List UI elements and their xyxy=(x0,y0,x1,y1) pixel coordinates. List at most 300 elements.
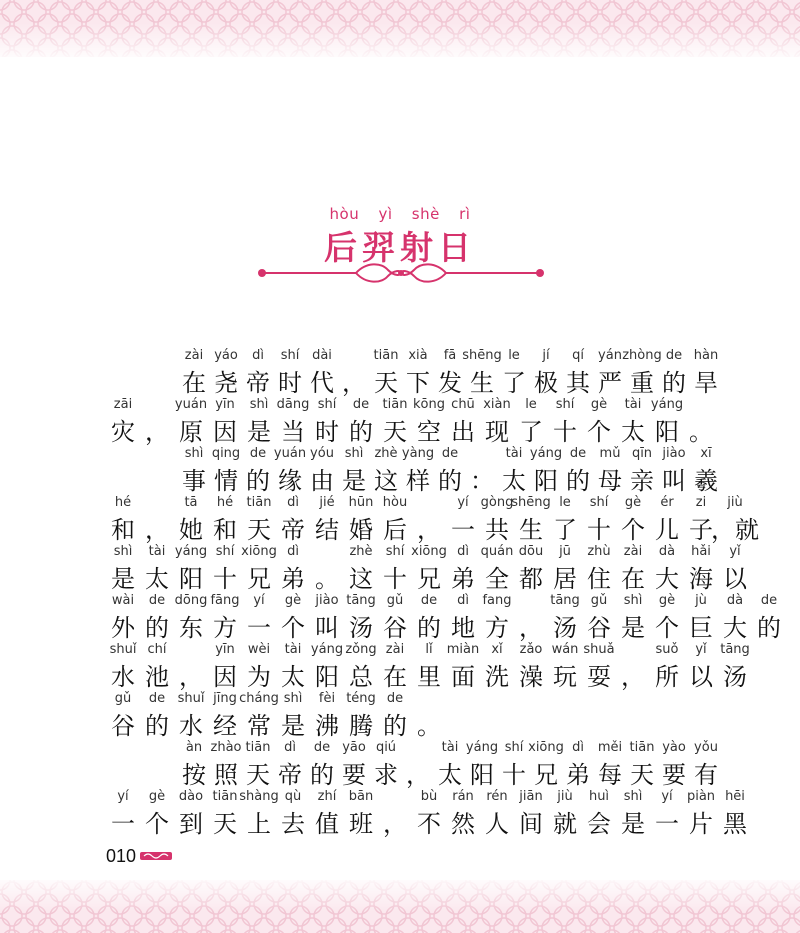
pinyin-syllable: zhòng xyxy=(622,348,662,363)
hanzi-char: 是 xyxy=(281,712,305,740)
pinyin-syllable: cháng xyxy=(239,691,279,706)
pinyin-syllable: tài xyxy=(148,544,166,559)
hanzi-char: 会 xyxy=(587,810,611,838)
pinyin-syllable: tāng xyxy=(550,593,580,608)
pinyin-syllable: jiān xyxy=(519,789,543,804)
pinyin-syllable: shuǎ xyxy=(583,642,615,657)
hanzi-char: 是 xyxy=(621,614,645,642)
pinyin-syllable: de xyxy=(249,446,267,461)
hanzi-char: 是 xyxy=(342,467,366,495)
hanzi-char: 时 xyxy=(278,369,302,397)
hanzi-char: 黑 xyxy=(723,810,747,838)
hanzi-char: 的 xyxy=(566,467,590,495)
hanzi-char: 去 xyxy=(281,810,305,838)
hanzi-char: 婚 xyxy=(349,516,373,544)
hanzi-char: 母 xyxy=(598,467,622,495)
pinyin-syllable: shàng xyxy=(239,789,279,804)
pinyin-syllable: yǐ xyxy=(695,642,707,657)
hanzi-char: 重 xyxy=(630,369,654,397)
hanzi-char: 情 xyxy=(214,467,238,495)
pinyin-syllable: yí xyxy=(457,495,469,510)
hanzi-char: 个 xyxy=(281,614,305,642)
text-line xyxy=(0,446,800,495)
pinyin-syllable: shí xyxy=(317,397,337,412)
pinyin-syllable: tiān xyxy=(246,495,272,510)
pinyin-syllable: gè xyxy=(284,593,302,608)
hanzi-char: 一 xyxy=(247,614,271,642)
hanzi-char: 叫 xyxy=(662,467,686,495)
hanzi-char: 天 xyxy=(630,761,654,789)
hanzi-char: 太 xyxy=(145,565,169,593)
pinyin-syllable: tāng xyxy=(720,642,750,657)
pinyin-syllable: hūn xyxy=(348,495,374,510)
pinyin-syllable: qīn xyxy=(631,446,653,461)
hanzi-char: 。 xyxy=(315,565,339,593)
hanzi-char: 帝 xyxy=(281,516,305,544)
pinyin-syllable: xiōng xyxy=(241,544,277,559)
hanzi-char: 巨 xyxy=(689,614,713,642)
pinyin-syllable: rén xyxy=(486,789,508,804)
pinyin-syllable: yán xyxy=(598,348,622,363)
hanzi-char: 在 xyxy=(182,369,206,397)
pinyin-syllable: le xyxy=(508,348,520,363)
hanzi-char: 阳 xyxy=(655,418,679,446)
hanzi-char: 方 xyxy=(485,614,509,642)
pinyin-syllable: suǒ xyxy=(655,642,679,657)
text-line xyxy=(0,740,800,789)
pinyin-syllable: jù xyxy=(695,593,707,608)
hanzi-char: 了 xyxy=(519,418,543,446)
hanzi-char: 十 xyxy=(553,418,577,446)
text-line xyxy=(0,642,800,691)
hanzi-char: 谷 xyxy=(587,614,611,642)
hanzi-char: 方 xyxy=(213,614,237,642)
hanzi-char: 沸 xyxy=(315,712,339,740)
hanzi-char: 共 xyxy=(485,516,509,544)
pinyin-syllable: jū xyxy=(559,544,571,559)
pinyin-syllable: mǔ xyxy=(599,446,621,461)
hanzi-char: 十 xyxy=(587,516,611,544)
pinyin-syllable: de xyxy=(148,691,166,706)
pinyin-syllable: hēi xyxy=(725,789,745,804)
hanzi-char: 的 xyxy=(349,418,373,446)
hanzi-char: 里 xyxy=(417,663,441,691)
pinyin-syllable: jīng xyxy=(213,691,237,706)
pinyin-syllable: shí xyxy=(555,397,575,412)
pinyin-syllable: yuán xyxy=(273,446,307,461)
pinyin-syllable: yào xyxy=(662,740,686,755)
hanzi-char: ， xyxy=(145,418,169,446)
hanzi-char: 一 xyxy=(111,810,135,838)
pinyin-syllable: dōng xyxy=(174,593,208,608)
pinyin-syllable: jiù xyxy=(727,495,743,510)
hanzi-char: ， xyxy=(406,761,430,789)
pinyin-syllable: yáng xyxy=(310,642,344,657)
pinyin-syllable: wèi xyxy=(247,642,271,657)
pinyin-syllable: dāng xyxy=(276,397,310,412)
hanzi-char: 生 xyxy=(519,516,543,544)
pinyin-syllable: qiú xyxy=(375,740,397,755)
pinyin-syllable: yáng xyxy=(650,397,684,412)
hanzi-char: 在 xyxy=(383,663,407,691)
pinyin-syllable: dài xyxy=(312,348,332,363)
pinyin-syllable: de xyxy=(313,740,331,755)
hanzi-char: ， xyxy=(417,516,441,544)
pinyin-syllable: fang xyxy=(482,593,512,608)
hanzi-char: 太 xyxy=(502,467,526,495)
pinyin-syllable: fā xyxy=(443,348,457,363)
pinyin-syllable: de xyxy=(352,397,370,412)
hanzi-char: 个 xyxy=(621,516,645,544)
pinyin-syllable: tài xyxy=(284,642,302,657)
hanzi-char: 十 xyxy=(213,565,237,593)
hanzi-char: 汤 xyxy=(723,663,747,691)
hanzi-char: 样 xyxy=(406,467,430,495)
hanzi-char: 天 xyxy=(246,761,270,789)
text-line xyxy=(0,544,800,593)
hanzi-char: 旱 xyxy=(694,369,718,397)
pinyin-syllable: xī xyxy=(700,446,712,461)
pinyin-syllable: xiàn xyxy=(483,397,511,412)
hanzi-char: 因 xyxy=(213,663,237,691)
pinyin-syllable: yāo xyxy=(342,740,366,755)
pinyin-syllable: shuǐ xyxy=(109,642,137,657)
hanzi-char: 在 xyxy=(621,565,645,593)
hanzi-char: 羲 xyxy=(694,467,718,495)
hanzi-char: ： xyxy=(470,467,494,495)
top-pattern-band xyxy=(0,0,800,57)
hanzi-char: 大 xyxy=(655,565,679,593)
hanzi-char: 缘 xyxy=(278,467,302,495)
hanzi-char: 和 xyxy=(111,516,135,544)
hanzi-char: 外 xyxy=(111,614,135,642)
pinyin-syllable: kōng xyxy=(413,397,445,412)
pinyin-syllable: huì xyxy=(588,789,610,804)
hanzi-char: 这 xyxy=(374,467,398,495)
hanzi-char: 地 xyxy=(451,614,475,642)
pinyin-syllable: gè xyxy=(148,789,166,804)
pinyin-syllable: jí xyxy=(542,348,550,363)
hanzi-char: ， xyxy=(145,516,169,544)
pinyin-syllable: hòu xyxy=(382,495,408,510)
hanzi-char: 极 xyxy=(534,369,558,397)
hanzi-char: 原 xyxy=(179,418,203,446)
hanzi-char: 以 xyxy=(689,663,713,691)
hanzi-char: 人 xyxy=(485,810,509,838)
hanzi-char: 每 xyxy=(598,761,622,789)
pinyin-syllable: shí xyxy=(589,495,609,510)
bottom-pattern-band xyxy=(0,880,800,933)
hanzi-char: 腾 xyxy=(349,712,373,740)
hanzi-char: 了 xyxy=(553,516,577,544)
hanzi-char: 是 xyxy=(111,565,135,593)
pinyin-syllable: shí xyxy=(280,348,300,363)
hanzi-char: 代 xyxy=(310,369,334,397)
hanzi-char: 按 xyxy=(182,761,206,789)
hanzi-char: 下 xyxy=(406,369,430,397)
hanzi-char: 全 xyxy=(485,565,509,593)
pinyin-syllable: dì xyxy=(457,593,469,608)
hanzi-char: 太 xyxy=(438,761,462,789)
pinyin-syllable: gǔ xyxy=(590,593,608,608)
pinyin-syllable: le xyxy=(525,397,537,412)
pinyin-syllable: zāi xyxy=(113,397,133,412)
hanzi-char: ， xyxy=(519,614,543,642)
text-line xyxy=(0,593,800,642)
pinyin-syllable: hé xyxy=(216,495,234,510)
hanzi-char: 玩 xyxy=(553,663,577,691)
hanzi-char: 的 xyxy=(438,467,462,495)
hanzi-char: 常 xyxy=(247,712,271,740)
pinyin-syllable: hé xyxy=(114,495,132,510)
hanzi-char: 帝 xyxy=(278,761,302,789)
hanzi-char: ， xyxy=(621,663,645,691)
title-divider-ornament xyxy=(256,260,546,286)
hanzi-char: 个 xyxy=(587,418,611,446)
hanzi-char: ， xyxy=(383,810,407,838)
hanzi-char: 现 xyxy=(485,418,509,446)
pinyin-syllable: gè xyxy=(624,495,642,510)
pinyin-syllable: tài xyxy=(505,446,523,461)
hanzi-char: 发 xyxy=(438,369,462,397)
hanzi-char: 所 xyxy=(655,663,679,691)
hanzi-char: 。 xyxy=(417,712,441,740)
hanzi-char: ， xyxy=(342,369,366,397)
pinyin-syllable: měi xyxy=(597,740,623,755)
hanzi-char: 亲 xyxy=(630,467,654,495)
pinyin-syllable: hǎi xyxy=(691,544,711,559)
pinyin-syllable: fèi xyxy=(318,691,336,706)
hanzi-char: 的 xyxy=(417,614,441,642)
hanzi-char: 一 xyxy=(451,516,475,544)
hanzi-char: 后 xyxy=(383,516,407,544)
text-line xyxy=(0,397,800,446)
hanzi-char: 求 xyxy=(374,761,398,789)
hanzi-char: 灾 xyxy=(111,418,135,446)
hanzi-char: 阳 xyxy=(179,565,203,593)
pinyin-syllable: de xyxy=(441,446,459,461)
pinyin-syllable: gǔ xyxy=(386,593,404,608)
pinyin-syllable: rán xyxy=(452,789,474,804)
pinyin-syllable: de xyxy=(760,593,778,608)
hanzi-char: 都 xyxy=(519,565,543,593)
pinyin-syllable: fāng xyxy=(210,593,240,608)
hanzi-char: 海 xyxy=(689,565,713,593)
hanzi-char: 她 xyxy=(179,516,203,544)
pinyin-syllable: jié xyxy=(319,495,335,510)
pinyin-syllable: tiān xyxy=(629,740,655,755)
pinyin-syllable: zhè xyxy=(349,544,373,559)
hanzi-char: 帝 xyxy=(246,369,270,397)
pinyin-syllable: shì xyxy=(113,544,133,559)
hanzi-char: 弟 xyxy=(566,761,590,789)
pinyin-syllable: yīn xyxy=(215,397,235,412)
hanzi-char: 个 xyxy=(145,810,169,838)
pinyin-syllable: piàn xyxy=(686,789,716,804)
text-line xyxy=(0,348,800,397)
hanzi-char: 这 xyxy=(349,565,373,593)
pinyin-syllable: shí xyxy=(385,544,405,559)
pinyin-syllable: yí xyxy=(253,593,265,608)
pinyin-syllable: yáng xyxy=(529,446,563,461)
hanzi-char: 和 xyxy=(213,516,237,544)
hanzi-char: 空 xyxy=(417,418,441,446)
hanzi-char: 天 xyxy=(374,369,398,397)
hanzi-char: 汤 xyxy=(349,614,373,642)
hanzi-char: 出 xyxy=(451,418,475,446)
hanzi-char: 兄 xyxy=(534,761,558,789)
pinyin-syllable: shì xyxy=(249,397,269,412)
hanzi-char: 天 xyxy=(213,810,237,838)
hanzi-char: 居 xyxy=(553,565,577,593)
pinyin-syllable: shí xyxy=(504,740,524,755)
pinyin-syllable: shuǐ xyxy=(177,691,205,706)
hanzi-char: 叫 xyxy=(315,614,339,642)
pinyin-syllable: shēng xyxy=(511,495,551,510)
title-pinyin: hòu yì shè rì xyxy=(329,205,471,223)
pinyin-syllable: xiōng xyxy=(528,740,564,755)
hanzi-char: 有 xyxy=(694,761,718,789)
hanzi-char: 太 xyxy=(621,418,645,446)
text-line xyxy=(0,691,800,740)
page-number-ornament xyxy=(140,851,172,861)
hanzi-char: 住 xyxy=(587,565,611,593)
hanzi-char: 班 xyxy=(349,810,373,838)
pinyin-syllable: yàng xyxy=(401,446,435,461)
hanzi-char: 由 xyxy=(310,467,334,495)
hanzi-char: 是 xyxy=(247,418,271,446)
pinyin-syllable: dì xyxy=(572,740,584,755)
hanzi-char: 一 xyxy=(655,810,679,838)
pinyin-syllable: yīn xyxy=(215,642,235,657)
pinyin-syllable: tā xyxy=(184,495,198,510)
pinyin-syllable: hàn xyxy=(693,348,719,363)
pinyin-syllable: bù xyxy=(420,789,438,804)
hanzi-char: 弟 xyxy=(451,565,475,593)
hanzi-char: 。 xyxy=(689,418,713,446)
hanzi-char: 的 xyxy=(310,761,334,789)
hanzi-char: 兄 xyxy=(417,565,441,593)
pinyin-syllable: gǔ xyxy=(114,691,132,706)
pinyin-syllable: qí xyxy=(572,348,584,363)
pinyin-syllable: zhù xyxy=(587,544,611,559)
pinyin-syllable: dì xyxy=(284,740,296,755)
pinyin-syllable: xiōng xyxy=(411,544,447,559)
pinyin-syllable: de xyxy=(386,691,404,706)
pinyin-syllable: dào xyxy=(178,789,204,804)
hanzi-char: 阳 xyxy=(470,761,494,789)
hanzi-char: 澡 xyxy=(519,663,543,691)
pinyin-syllable: yáng xyxy=(174,544,208,559)
text-line xyxy=(0,789,800,838)
pinyin-syllable: tài xyxy=(624,397,642,412)
hanzi-char: 生 xyxy=(470,369,494,397)
hanzi-char: 为 xyxy=(247,663,271,691)
hanzi-char: 的 xyxy=(383,712,407,740)
pinyin-syllable: zài xyxy=(385,642,405,657)
pinyin-syllable: chū xyxy=(451,397,475,412)
hanzi-char: 的 xyxy=(145,712,169,740)
pinyin-syllable: tiān xyxy=(212,789,238,804)
hanzi-char: 洗 xyxy=(485,663,509,691)
hanzi-char: 上 xyxy=(247,810,271,838)
pinyin-syllable: yuán xyxy=(174,397,208,412)
pinyin-syllable: dà xyxy=(658,544,676,559)
pinyin-syllable: yáng xyxy=(465,740,499,755)
hanzi-char: 尧 xyxy=(214,369,238,397)
pinyin-syllable: shì xyxy=(623,593,643,608)
hanzi-char: 的 xyxy=(662,369,686,397)
hanzi-char: 耍 xyxy=(587,663,611,691)
pinyin-syllable: gè xyxy=(658,593,676,608)
hanzi-char: 的 xyxy=(757,614,781,642)
hanzi-char: 水 xyxy=(111,663,135,691)
pinyin-syllable: zhào xyxy=(210,740,242,755)
hanzi-char: 阳 xyxy=(534,467,558,495)
hanzi-char: 了 xyxy=(502,369,526,397)
pinyin-syllable: qù xyxy=(284,789,302,804)
text-line xyxy=(0,495,800,544)
pinyin-syllable: dì xyxy=(287,495,299,510)
pinyin-syllable: shì xyxy=(184,446,204,461)
hanzi-char: 因 xyxy=(213,418,237,446)
pinyin-syllable: tiān xyxy=(373,348,399,363)
hanzi-char: 照 xyxy=(214,761,238,789)
hanzi-char: 十 xyxy=(383,565,407,593)
pinyin-syllable: zǒng xyxy=(345,642,377,657)
pinyin-syllable: jiù xyxy=(557,789,573,804)
hanzi-char: 结 xyxy=(315,516,339,544)
hanzi-char: 太 xyxy=(281,663,305,691)
pinyin-syllable: quán xyxy=(480,544,514,559)
page-title: 后羿射日 xyxy=(324,228,476,267)
pinyin-syllable: gè xyxy=(590,397,608,412)
pinyin-syllable: de xyxy=(148,593,166,608)
pinyin-syllable: yáo xyxy=(214,348,238,363)
pinyin-syllable: lǐ xyxy=(425,642,433,657)
hanzi-char: 时 xyxy=(315,418,339,446)
hanzi-char: ， xyxy=(179,663,203,691)
hanzi-char: 十 xyxy=(502,761,526,789)
hanzi-char: 间 xyxy=(519,810,543,838)
hanzi-char: 总 xyxy=(349,663,373,691)
hanzi-char: ，就 xyxy=(711,516,759,544)
pinyin-syllable: jiào xyxy=(315,593,339,608)
pinyin-syllable: yí xyxy=(117,789,129,804)
pinyin-syllable: zài xyxy=(184,348,204,363)
hanzi-char: 要 xyxy=(662,761,686,789)
pinyin-syllable: dì xyxy=(287,544,299,559)
hanzi-char: 弟 xyxy=(281,565,305,593)
pinyin-syllable: bān xyxy=(348,789,374,804)
pinyin-syllable: de xyxy=(569,446,587,461)
hanzi-char: 经 xyxy=(213,712,237,740)
pinyin-syllable: ér xyxy=(660,495,674,510)
pinyin-syllable: dì xyxy=(457,544,469,559)
hanzi-char: 阳 xyxy=(315,663,339,691)
hanzi-char: 值 xyxy=(315,810,339,838)
hanzi-char: 天 xyxy=(247,516,271,544)
pinyin-syllable: shēng xyxy=(462,348,502,363)
pinyin-syllable: zi xyxy=(695,495,707,510)
hanzi-char: 严 xyxy=(598,369,622,397)
pinyin-syllable: xǐ xyxy=(491,642,503,657)
pinyin-syllable: tiān xyxy=(382,397,408,412)
pinyin-syllable: téng xyxy=(346,691,376,706)
pinyin-syllable: wài xyxy=(111,593,135,608)
pinyin-syllable: miàn xyxy=(446,642,480,657)
page-number: 010 xyxy=(106,846,137,866)
